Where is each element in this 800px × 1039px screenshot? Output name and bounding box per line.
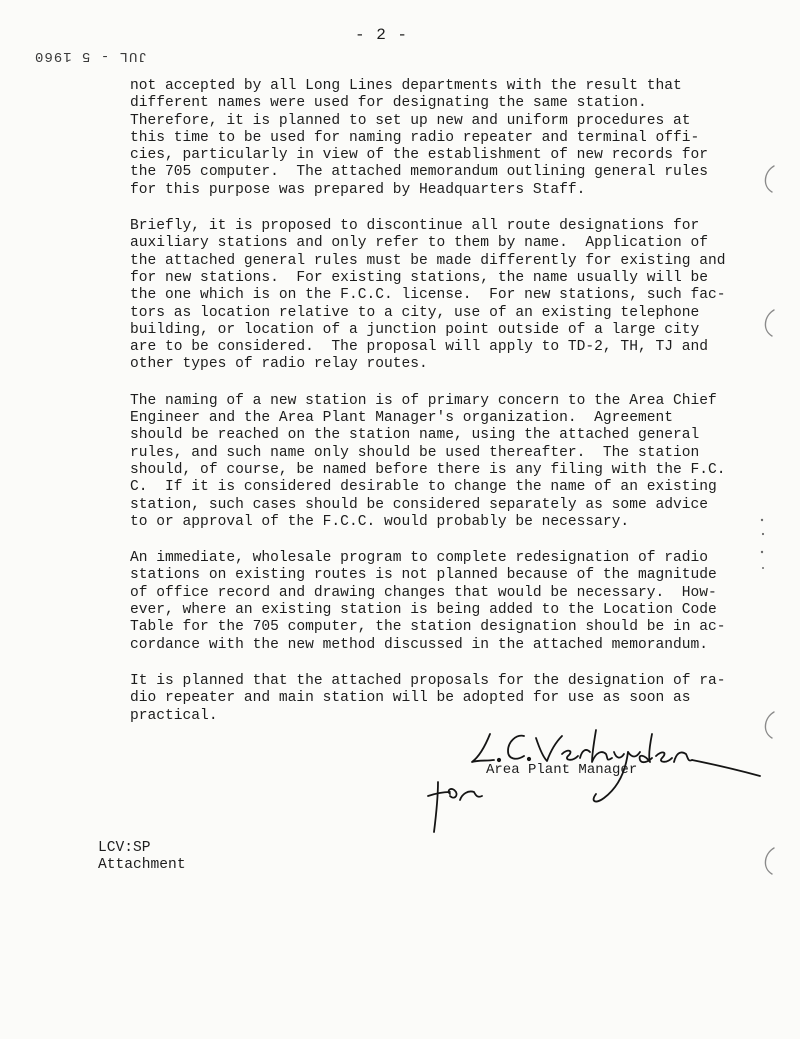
speck [761, 551, 763, 553]
date-stamp: JUL - 5 1960 [34, 48, 147, 64]
text-line: Table for the 705 computer, the station designation should be in ac- [130, 619, 726, 636]
text-line: An immediate, wholesale program to complete redesignation of radio [130, 550, 709, 567]
text-line: different names were used for designating the same station. [130, 95, 647, 112]
text-line: C. If it is considered desirable to change the name of an existing [130, 479, 717, 496]
text-line: not accepted by all Long Lines departments with the result that [130, 78, 682, 94]
text-line: practical. [130, 707, 218, 724]
speck [762, 533, 764, 535]
text-line: ever, where an existing station is being added to the Location Code [130, 602, 717, 619]
text-line: The naming of a new station is of primary concern to the Area Chief [130, 392, 717, 409]
text-line: to or approval of the F.C.C. would probably be necessary. [130, 513, 630, 530]
text-line: tors as location relative to a city, use of an existing telephone [130, 304, 700, 321]
text-line: Engineer and the Area Plant Manager's organization. Agreement [130, 410, 673, 427]
text-line: building, or location of a junction point outside of a large city [130, 321, 700, 338]
text-line: should be reached on the station name, using the attached general [130, 427, 700, 444]
text-line: Therefore, it is planned to set up new and uniform procedures at [130, 112, 691, 129]
text-line: auxiliary stations and only refer to them by name. Application of [130, 235, 709, 252]
text-line: cordance with the new method discussed in the attached memorandum. [130, 636, 709, 653]
text-line: this time to be used for naming radio repeater and terminal offi- [130, 129, 700, 146]
speck [761, 519, 763, 521]
text-line: the 705 computer. The attached memorandum outlining general rules [130, 164, 709, 181]
text-line: for new stations. For existing stations, the name usually will be [130, 269, 709, 286]
speck [762, 567, 764, 569]
text-line: dio repeater and main station will be adopted for use as soon as [130, 690, 691, 707]
binder-mark [765, 712, 774, 738]
text-line: of office record and drawing changes that would be necessary. How- [130, 584, 717, 601]
text-line: other types of radio relay routes. [130, 356, 428, 373]
text-line: It is planned that the attached proposals for the designation of ra- [130, 672, 726, 689]
signer-title: Area Plant Manager [486, 762, 638, 778]
binder-mark [765, 310, 774, 336]
text-line: stations on existing routes is not planned because of the magnitude [130, 567, 717, 584]
binder-mark [765, 848, 774, 874]
enclosure-note: Attachment [98, 857, 186, 874]
text-line: Briefly, it is proposed to discontinue all route designations for [130, 218, 700, 235]
text-line: for this purpose was prepared by Headquarters Staff. [130, 181, 586, 198]
text-line: the attached general rules must be made differently for existing and [130, 252, 726, 269]
text-line: should, of course, be named before there is any filing with the F.C. [130, 461, 726, 478]
text-line: station, such cases should be considered separately as some advice [130, 496, 709, 513]
page-number: - 2 - [355, 26, 409, 44]
binder-mark [765, 166, 774, 192]
text-line: cies, particularly in view of the establishment of new records for [130, 147, 709, 164]
text-line: rules, and such name only should be used thereafter. The station [130, 444, 700, 461]
reference-initials: LCV:SP [98, 840, 151, 856]
text-line: the one which is on the F.C.C. license. For new stations, such fac- [130, 287, 726, 304]
text-line: are to be considered. The proposal will apply to TD-2, TH, TJ and [130, 339, 709, 356]
